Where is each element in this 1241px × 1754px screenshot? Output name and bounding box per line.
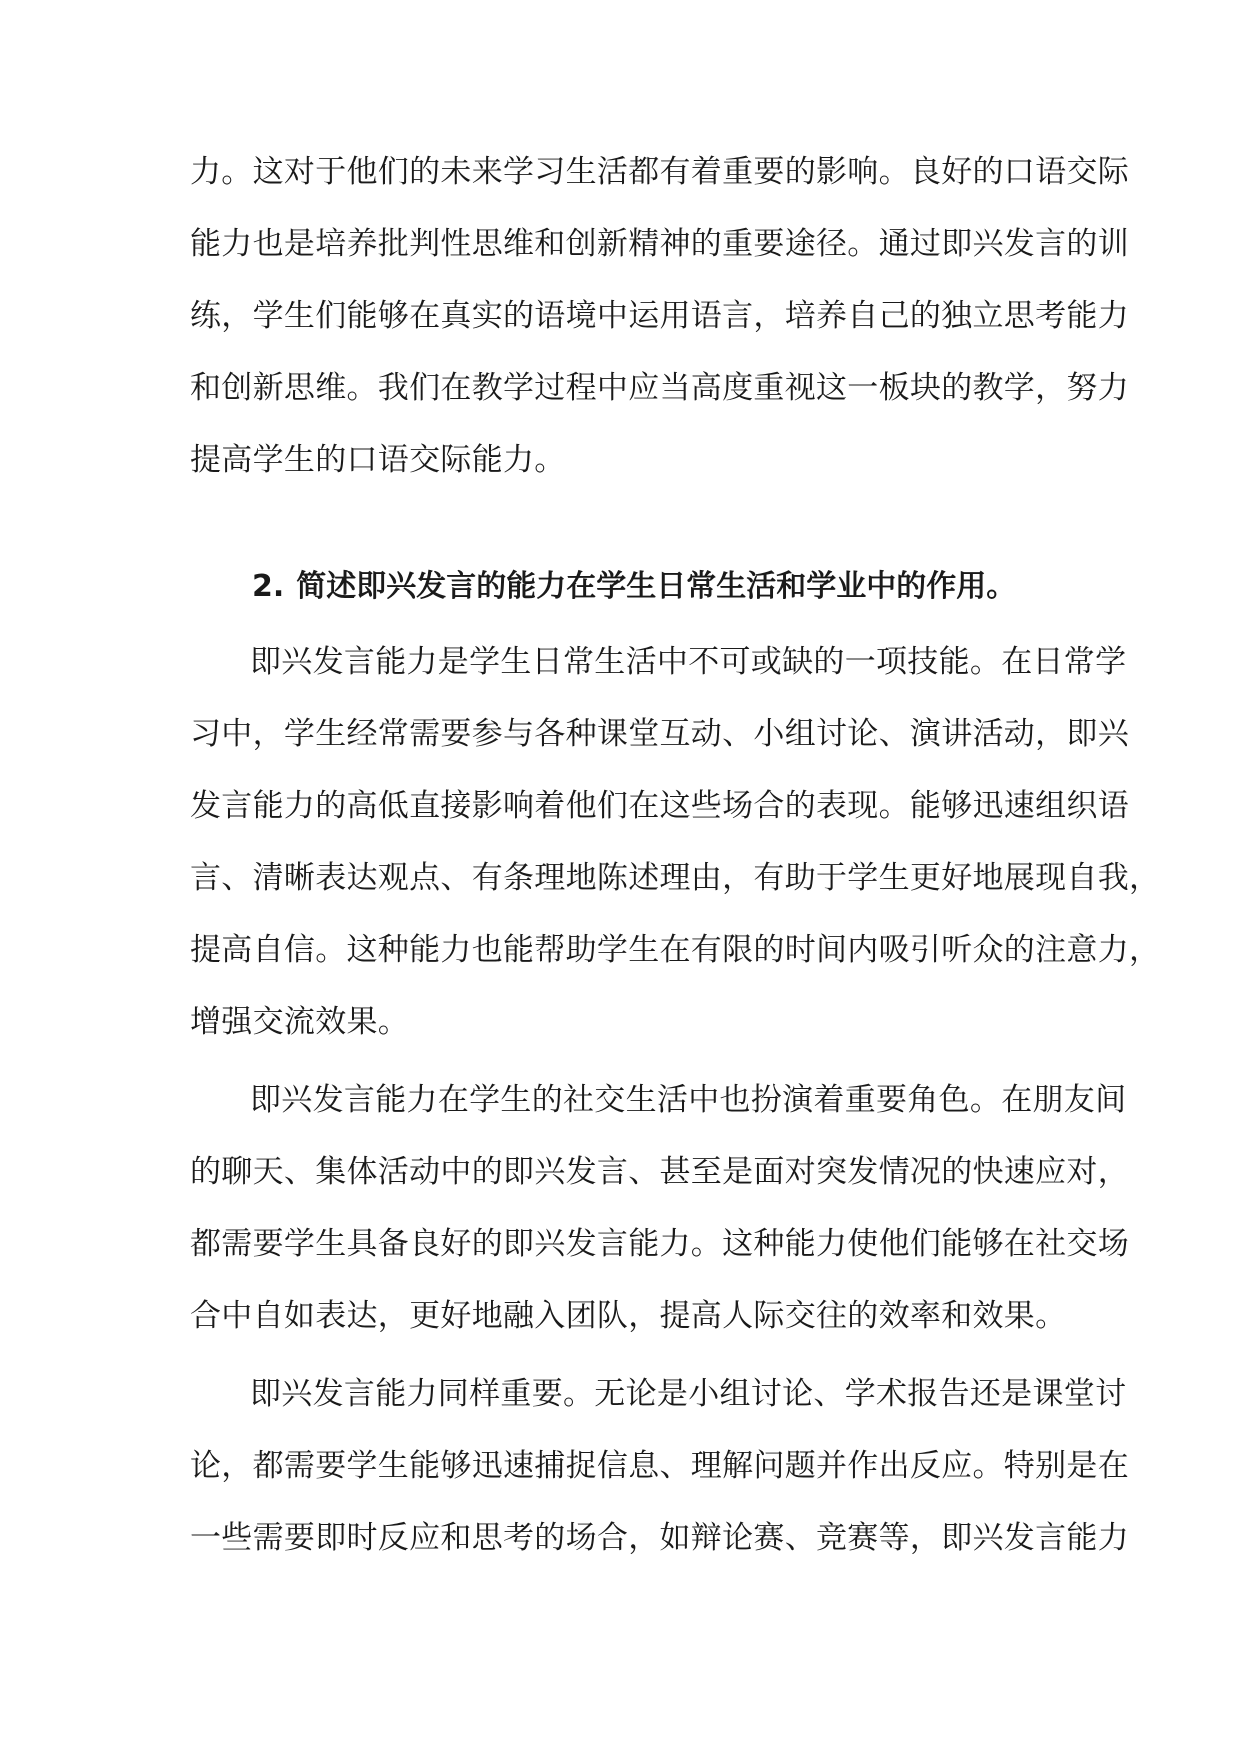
- paragraph-line: 练，学生们能够在真实的语境中运用语言，培养自己的独立思考能力: [190, 298, 1129, 334]
- paragraph-line: 言、清晰表达观点、有条理地陈述理由，有助于学生更好地展现自我，: [190, 860, 1161, 896]
- paragraph-line: 即兴发言能力是学生日常生活中不可或缺的一项技能。在日常学: [250, 644, 1127, 680]
- paragraph-line: 力。这对于他们的未来学习生活都有着重要的影响。良好的口语交际: [190, 154, 1129, 190]
- paragraph-line: 增强交流效果。: [190, 1004, 410, 1040]
- section-heading: [252, 565, 1052, 609]
- paragraph-line: 提高学生的口语交际能力。: [190, 442, 566, 478]
- paragraph-line: 的聊天、集体活动中的即兴发言、甚至是面对突发情况的快速应对，: [190, 1154, 1129, 1190]
- section-title: 简述即兴发言的能力在学生日常生活和学业中的作用。: [296, 569, 1017, 604]
- paragraph-line: 提高自信。这种能力也能帮助学生在有限的时间内吸引听众的注意力，: [190, 932, 1161, 968]
- paragraph-line: 都需要学生具备良好的即兴发言能力。这种能力使他们能够在社交场: [190, 1226, 1129, 1262]
- paragraph-line: 和创新思维。我们在教学过程中应当高度重视这一板块的教学，努力: [190, 370, 1129, 406]
- paragraph-line: 一些需要即时反应和思考的场合，如辩论赛、竞赛等，即兴发言能力: [190, 1520, 1129, 1556]
- paragraph-line: 发言能力的高低直接影响着他们在这些场合的表现。能够迅速组织语: [190, 788, 1129, 824]
- paragraph-line: 即兴发言能力同样重要。无论是小组讨论、学术报告还是课堂讨: [250, 1376, 1127, 1412]
- paragraph-line: 即兴发言能力在学生的社交生活中也扮演着重要角色。在朋友间: [250, 1082, 1127, 1118]
- paragraph-line: 论，都需要学生能够迅速捕捉信息、理解问题并作出反应。特别是在: [190, 1448, 1129, 1484]
- paragraph-line: 习中，学生经常需要参与各种课堂互动、小组讨论、演讲活动，即兴: [190, 716, 1129, 752]
- paragraph-line: 能力也是培养批判性思维和创新精神的重要途径。通过即兴发言的训: [190, 226, 1129, 262]
- section-number: 2.: [252, 569, 285, 604]
- paragraph-line: 合中自如表达，更好地融入团队，提高人际交往的效率和效果。: [190, 1298, 1067, 1334]
